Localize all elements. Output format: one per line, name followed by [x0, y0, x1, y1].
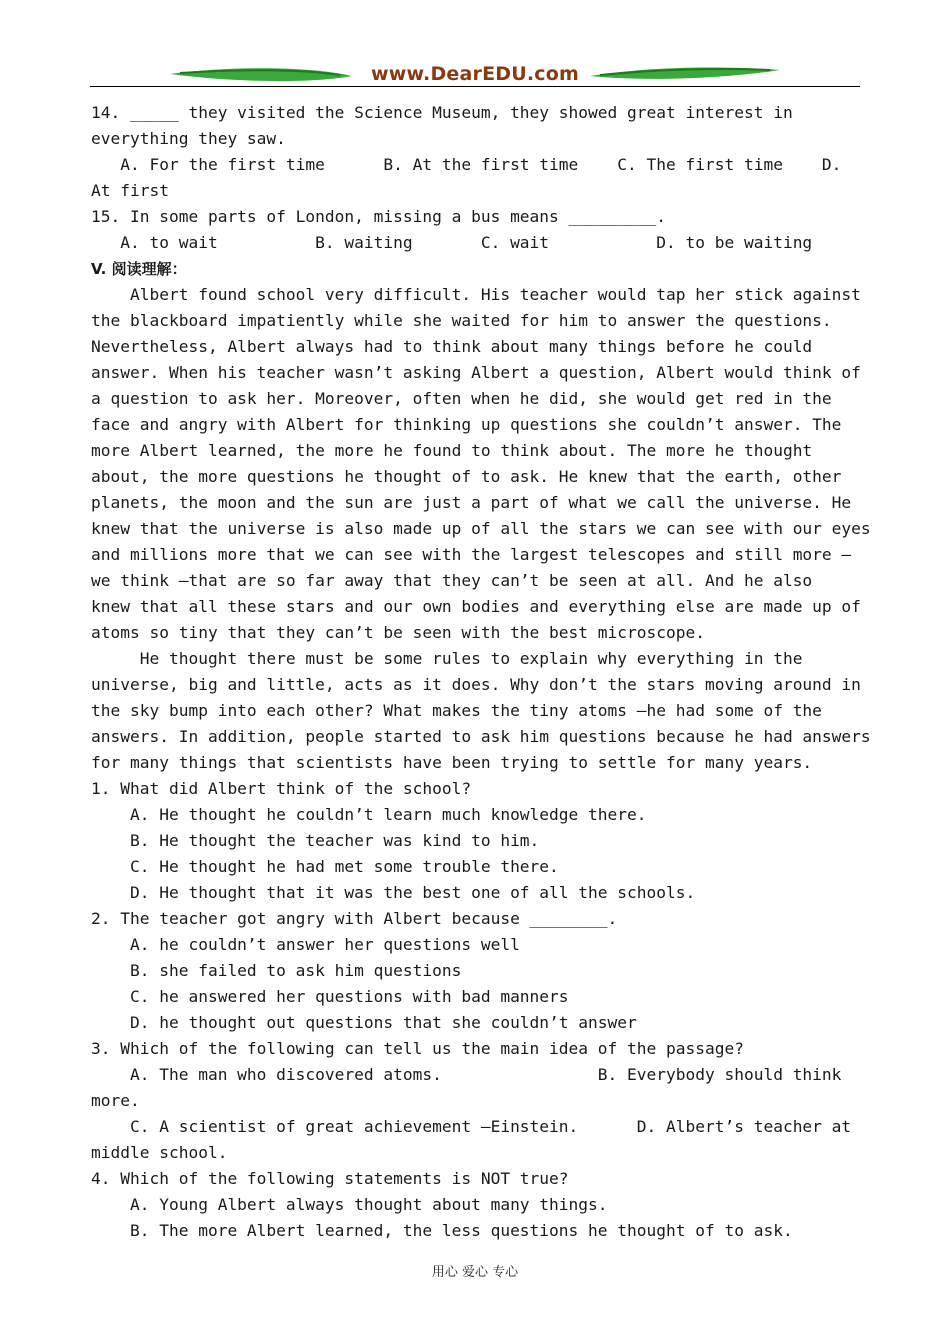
text-line: Albert found school very difficult. His teacher would tap her stick against [91, 285, 861, 304]
text-line: knew that all these stars and our own bodies and everything else are made up of [91, 597, 861, 616]
text-line: A. he couldn’t answer her questions well [91, 935, 520, 954]
site-logo-text[interactable]: www.DearEDU.com [370, 63, 580, 85]
text-line: more. [91, 1091, 140, 1110]
text-line: A. to wait B. waiting C. wait D. to be waiting [91, 233, 813, 252]
text-line: Nevertheless, Albert always had to think about many things before he could [91, 337, 813, 356]
text-line: atoms so tiny that they can’t be seen with the best microscope. [91, 623, 705, 642]
text-line: C. He thought he had met some trouble there. [91, 857, 559, 876]
site-header [90, 60, 860, 92]
text-line: the blackboard impatiently while she waited for him to answer the questions. [91, 311, 832, 330]
text-line: 1. What did Albert think of the school? [91, 779, 472, 798]
text-line: C. A scientist of great achievement —Einstein. D. Albert’s teacher at [91, 1117, 852, 1136]
text-line: planets, the moon and the sun are just a part of what we call the universe. He [91, 493, 852, 512]
text-line: for many things that scientists have been trying to settle for many years. [91, 753, 813, 772]
text-line: D. he thought out questions that she couldn’t answer [91, 1013, 637, 1032]
text-line: D. He thought that it was the best one of all the schools. [91, 883, 696, 902]
text-line: A. For the first time B. At the first time C. The first time D. [91, 155, 842, 174]
text-line: and millions more that we can see with the largest telescopes and still more — [91, 545, 852, 564]
text-line: more Albert learned, the more he found to think about. The more he thought [91, 441, 813, 460]
text-line: 15. In some parts of London, missing a bus means _________. [91, 207, 666, 226]
text-line: we think —that are so far away that they can’t be seen at all. And he also [91, 571, 813, 590]
text-line: He thought there must be some rules to explain why everything in the [91, 649, 803, 668]
text-line: about, the more questions he thought of to ask. He knew that the earth, other [91, 467, 842, 486]
text-line: B. He thought the teacher was kind to him. [91, 831, 540, 850]
text-line: 14. _____ they visited the Science Museum, they showed great interest in [91, 103, 793, 122]
text-line: knew that the universe is also made up of all the stars we can see with our eyes [91, 519, 871, 538]
text-line: middle school. [91, 1143, 228, 1162]
page-footer: 用心 爱心 专心 [431, 1265, 519, 1280]
text-line: A. Young Albert always thought about many things. [91, 1195, 608, 1214]
text-line: a question to ask her. Moreover, often when he did, she would get red in the [91, 389, 832, 408]
text-line: the sky bump into each other? What makes the tiny atoms —he had some of the [91, 701, 822, 720]
text-line: C. he answered her questions with bad manners [91, 987, 569, 1006]
text-line: universe, big and little, acts as it does. Why don’t the stars moving around in [91, 675, 861, 694]
text-line: 2. The teacher got angry with Albert because ________. [91, 909, 618, 928]
text-line: 3. Which of the following can tell us the main idea of the passage? [91, 1039, 744, 1058]
text-line: answer. When his teacher wasn’t asking Albert a question, Albert would think of [91, 363, 861, 382]
text-line: face and angry with Albert for thinking up questions she couldn’t answer. The [91, 415, 842, 434]
text-line: B. she failed to ask him questions [91, 961, 462, 980]
text-line: At first [91, 181, 169, 200]
text-line: A. He thought he couldn’t learn much knowledge there. [91, 805, 647, 824]
text-line: everything they saw. [91, 129, 286, 148]
text-line: A. The man who discovered atoms. B. Everybody should think [91, 1065, 842, 1084]
exam-text [91, 100, 871, 1244]
header-rule [90, 86, 860, 87]
text-line: 4. Which of the following statements is NOT true? [91, 1169, 569, 1188]
text-line: B. The more Albert learned, the less questions he thought of to ask. [91, 1221, 793, 1240]
text-line: answers. In addition, people started to ask him questions because he had answers [91, 727, 871, 746]
section-heading: V. 阅读理解： [91, 260, 187, 278]
